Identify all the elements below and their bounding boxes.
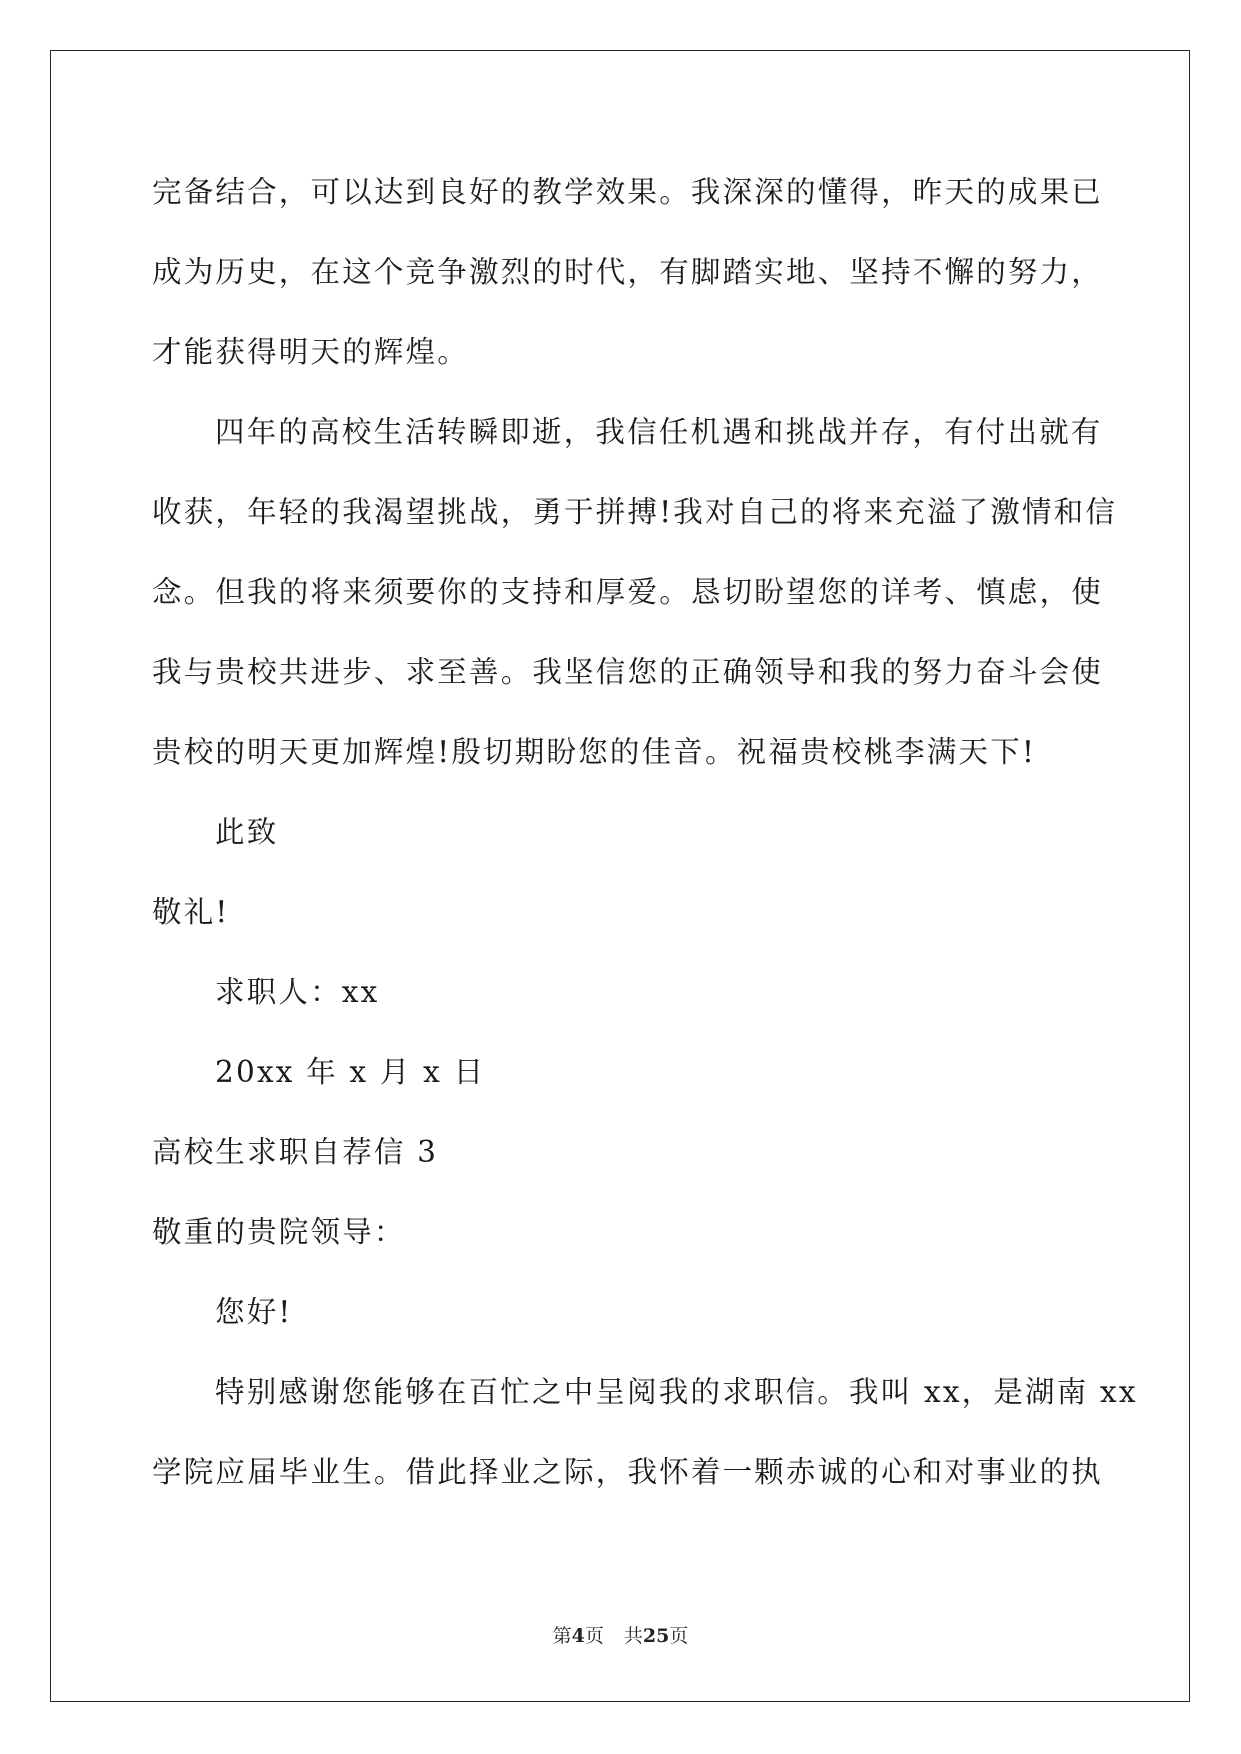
footer-prefix: 第 bbox=[552, 1625, 572, 1647]
closing-regards: 敬礼! bbox=[152, 895, 230, 929]
section-title: 高校生求职自荐信 3 bbox=[152, 1135, 439, 1169]
text-line: 学院应届毕业生。借此择业之际，我怀着一颗赤诚的心和对事业的执 bbox=[152, 1455, 1104, 1489]
footer-total-prefix: 共 bbox=[623, 1625, 643, 1647]
text-line: 才能获得明天的辉煌。 bbox=[152, 335, 470, 369]
text-line: 完备结合，可以达到良好的教学效果。我深深的懂得，昨天的成果已 bbox=[152, 175, 1104, 209]
paragraph-start: 四年的高校生活转瞬即逝，我信任机遇和挑战并存，有付出就有 bbox=[215, 415, 1103, 449]
total-pages: 25 bbox=[642, 1625, 670, 1647]
text-line: 贵校的明天更加辉煌!殷切期盼您的佳音。祝福贵校桃李满天下! bbox=[152, 735, 1037, 769]
footer-total-unit: 页 bbox=[669, 1625, 689, 1647]
closing-salutation: 此致 bbox=[215, 815, 279, 849]
text-line: 念。但我的将来须要你的支持和厚爱。恳切盼望您的详考、慎虑，使 bbox=[152, 575, 1104, 609]
page-footer bbox=[0, 1624, 1241, 1648]
greeting: 您好! bbox=[215, 1295, 293, 1329]
footer-page-unit: 页 bbox=[584, 1625, 604, 1647]
text-line: 我与贵校共进步、求至善。我坚信您的正确领导和我的努力奋斗会使 bbox=[152, 655, 1104, 689]
signature: 求职人：xx bbox=[215, 975, 380, 1009]
date: 20xx 年 x 月 x 日 bbox=[215, 1055, 486, 1089]
text-line: 收获，年轻的我渴望挑战，勇于拼搏!我对自己的将来充溢了激情和信 bbox=[152, 495, 1118, 529]
page-number: 4 bbox=[571, 1625, 585, 1647]
text-line: 成为历史，在这个竞争激烈的时代，有脚踏实地、坚持不懈的努力， bbox=[152, 255, 1104, 289]
paragraph-start: 特别感谢您能够在百忙之中呈阅我的求职信。我叫 xx，是湖南 xx bbox=[215, 1375, 1138, 1409]
greeting-recipient: 敬重的贵院领导： bbox=[152, 1215, 406, 1249]
